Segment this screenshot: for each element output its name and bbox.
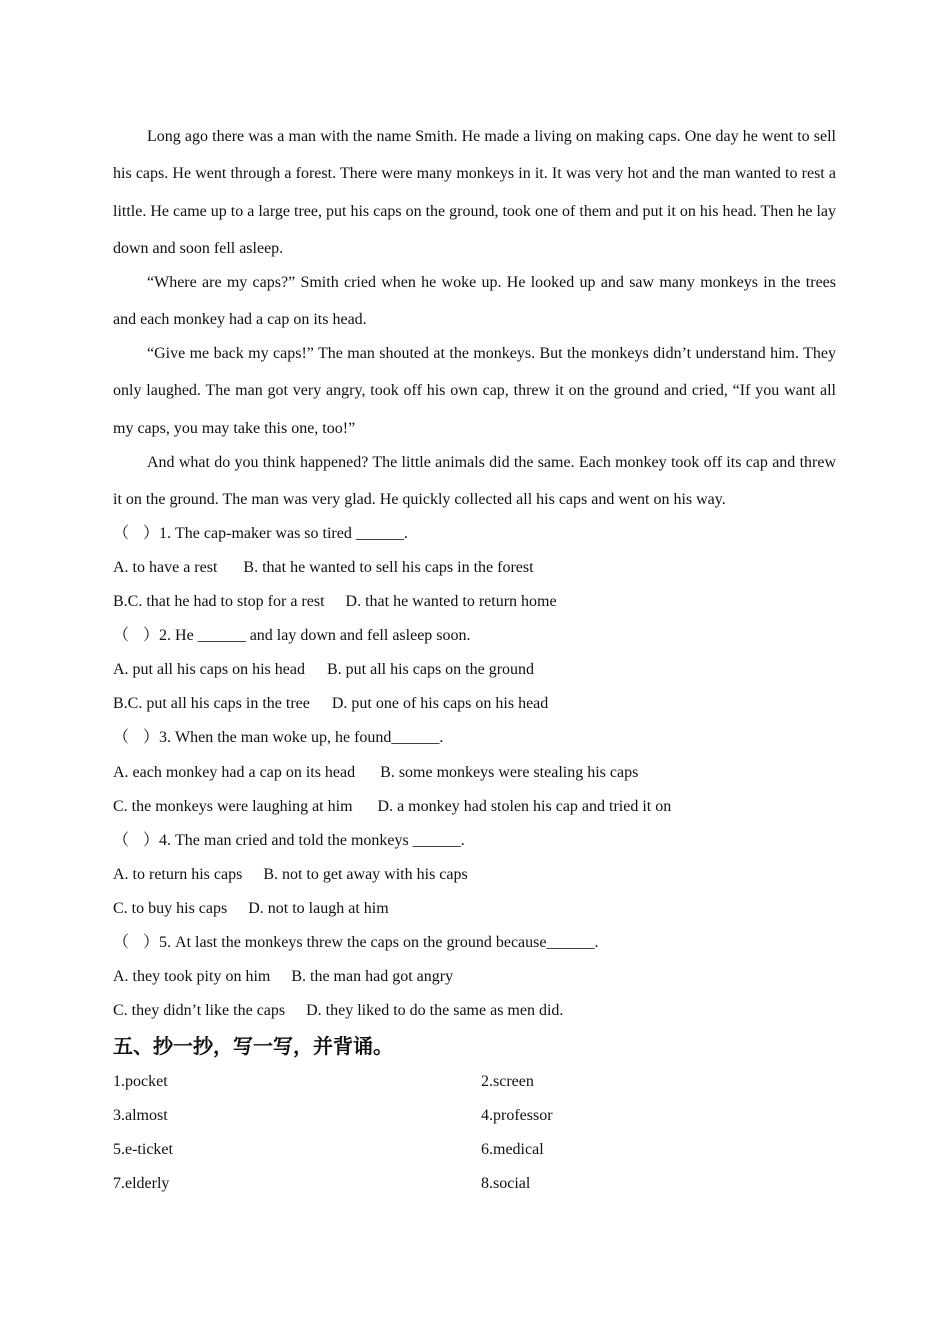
option-a: A. each monkey had a cap on its head [113, 764, 356, 781]
answer-bracket-open: （ [113, 525, 130, 542]
passage-paragraph-3: “Give me back my caps!” The man shouted at the monkeys. But the monkeys didn’t understand him. They only laughed. The man got very angry, took off his own cap, threw it on the ground and cried, “If you want all my caps, you may take this one, too!” [113, 345, 836, 437]
option-c: C. the monkeys were laughing at him [113, 798, 353, 815]
answer-bracket-close: ） [143, 832, 160, 849]
vocab-word: 6.medical [481, 1141, 544, 1158]
question-5-options-cd [113, 1001, 563, 1021]
question-3-options-cd [113, 797, 671, 817]
section-heading: 五、抄一抄，写一写，并背诵。 [113, 1034, 393, 1058]
question-1-stem [113, 524, 408, 544]
vocab-word: 3.almost [113, 1107, 168, 1124]
option-a: A. to return his caps [113, 866, 243, 883]
option-c: B.C. put all his caps in the tree [113, 695, 310, 712]
option-b: B. the man had got angry [291, 968, 454, 985]
question-text: 5. At last the monkeys threw the caps on the ground because______. [159, 934, 599, 951]
passage-paragraph-4: And what do you think happened? The little animals did the same. Each monkey took off its cap and threw it on the ground. The man was very glad. He quickly collected all his caps and went on his way. [113, 454, 836, 509]
vocab-word: 4.professor [481, 1107, 553, 1124]
question-text: 3. When the man woke up, he found______. [159, 729, 444, 746]
option-d: D. that he wanted to return home [345, 593, 557, 610]
option-c: C. they didn’t like the caps [113, 1002, 286, 1019]
option-d: D. put one of his caps on his head [331, 695, 549, 712]
answer-bracket-open: （ [113, 627, 130, 644]
question-4-stem [113, 831, 465, 851]
vocab-word: 5.e-ticket [113, 1141, 173, 1158]
option-d: D. not to laugh at him [248, 900, 389, 917]
question-4-options-ab [113, 865, 468, 885]
option-b: B. put all his caps on the ground [326, 661, 535, 678]
answer-bracket-close: ） [143, 525, 160, 542]
question-text: 2. He ______ and lay down and fell asleep soon. [159, 627, 471, 644]
question-1-options-ab [113, 558, 534, 578]
question-3-options-ab [113, 763, 638, 783]
option-a: A. they took pity on him [113, 968, 271, 985]
option-b: B. not to get away with his caps [263, 866, 468, 883]
option-b: B. that he wanted to sell his caps in the forest [243, 559, 534, 576]
option-a: A. put all his caps on his head [113, 661, 305, 678]
passage-paragraph-1: Long ago there was a man with the name Smith. He made a living on making caps. One day he went to sell his caps. He went through a forest. There were many monkeys in it. It was very hot and the man wanted to rest a little. He came up to a large tree, put his caps on the ground, took one of them and put it on his head. Then he lay down and soon fell asleep. [113, 128, 836, 257]
answer-bracket-close: ） [143, 729, 160, 746]
answer-bracket-close: ） [143, 934, 160, 951]
answer-bracket-close: ） [143, 627, 160, 644]
option-d: D. a monkey had stolen his cap and tried it on [377, 798, 672, 815]
question-1-options-cd [113, 592, 557, 612]
option-a: A. to have a rest [113, 559, 218, 576]
passage-paragraph-2: “Where are my caps?” Smith cried when he woke up. He looked up and saw many monkeys in the trees and each monkey had a cap on its head. [113, 274, 836, 329]
question-2-options-cd [113, 694, 548, 714]
option-c: B.C. that he had to stop for a rest [113, 593, 325, 610]
option-c: C. to buy his caps [113, 900, 228, 917]
option-b: B. some monkeys were stealing his caps [380, 764, 639, 781]
vocab-word: 2.screen [481, 1073, 534, 1090]
option-d: D. they liked to do the same as men did. [306, 1002, 564, 1019]
question-2-stem [113, 626, 471, 646]
answer-bracket-open: （ [113, 832, 130, 849]
question-5-options-ab [113, 967, 453, 987]
answer-bracket-open: （ [113, 729, 130, 746]
question-4-options-cd [113, 899, 389, 919]
vocab-word: 8.social [481, 1175, 531, 1192]
answer-bracket-open: （ [113, 934, 130, 951]
question-3-stem [113, 728, 443, 748]
question-text: 4. The man cried and told the monkeys ______. [159, 832, 465, 849]
vocab-word: 7.elderly [113, 1175, 170, 1192]
question-2-options-ab [113, 660, 534, 680]
question-5-stem [113, 933, 598, 953]
question-text: 1. The cap-maker was so tired ______. [159, 525, 408, 542]
vocab-word: 1.pocket [113, 1073, 168, 1090]
